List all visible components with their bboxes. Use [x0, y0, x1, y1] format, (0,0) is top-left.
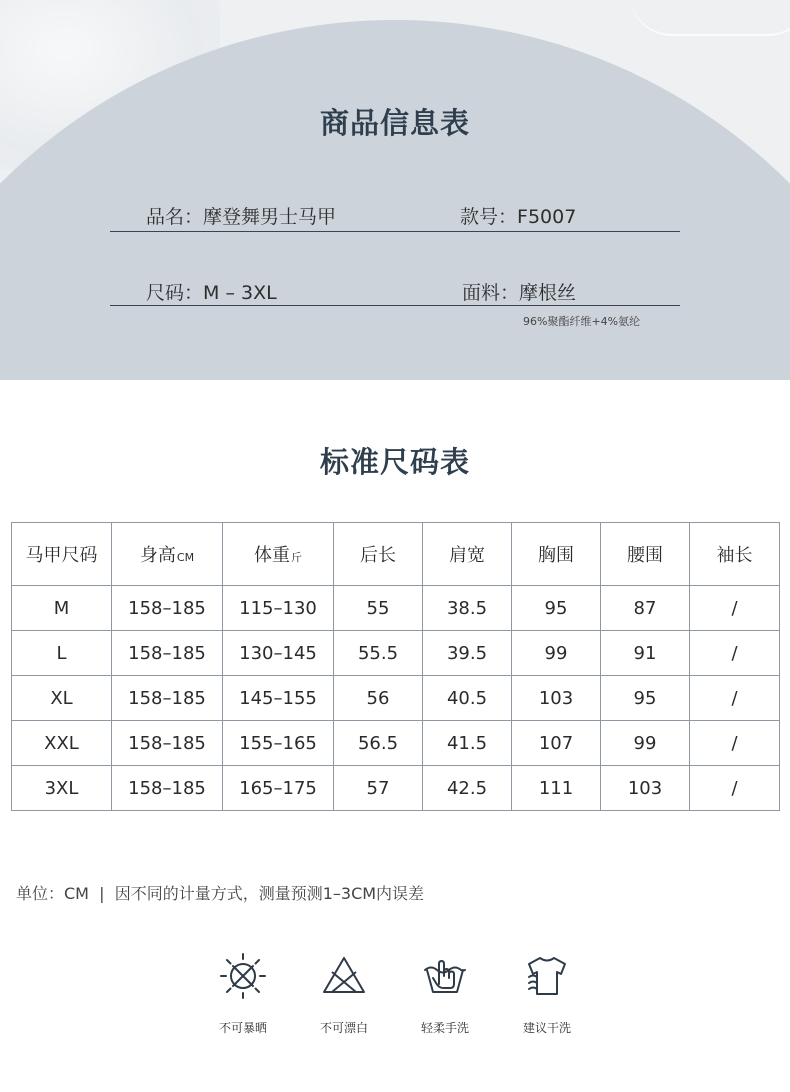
col-header-weight: 体重斤	[223, 523, 334, 586]
cell-chest: 107	[512, 721, 601, 766]
cell-sleeve: /	[690, 631, 780, 676]
cell-back-length: 55	[334, 586, 423, 631]
cell-height: 158–185	[112, 676, 223, 721]
cell-sleeve: /	[690, 721, 780, 766]
fabric-value: 摩根丝	[519, 282, 577, 304]
cell-waist: 99	[601, 721, 690, 766]
no-sun-dry-icon	[217, 950, 269, 1002]
divider-line	[110, 231, 680, 232]
cell-size: XL	[12, 676, 112, 721]
size-table	[11, 522, 780, 811]
product-name-label: 品名：	[146, 206, 204, 228]
care-item-no-bleach	[294, 950, 394, 1036]
dry-clean-icon	[521, 950, 573, 1002]
size-range-value: M – 3XL	[203, 282, 277, 304]
table-row	[12, 721, 780, 766]
cell-height: 158–185	[112, 721, 223, 766]
cell-chest: 111	[512, 766, 601, 811]
cell-chest: 103	[512, 676, 601, 721]
cell-size: 3XL	[12, 766, 112, 811]
cell-waist: 87	[601, 586, 690, 631]
product-info-panel	[0, 0, 790, 380]
cell-height: 158–185	[112, 586, 223, 631]
col-header-waist: 腰围	[601, 523, 690, 586]
cell-weight: 145–155	[223, 676, 334, 721]
weight-unit: 斤	[291, 551, 302, 564]
divider-line	[110, 305, 680, 306]
cell-shoulder: 41.5	[423, 721, 512, 766]
cell-size: XXL	[12, 721, 112, 766]
size-range-label: 尺码：	[146, 282, 204, 304]
table-row	[12, 631, 780, 676]
fabric-composition: 96%聚酯纤维+4%氨纶	[523, 315, 641, 328]
col-header-chest: 胸围	[512, 523, 601, 586]
cell-shoulder: 38.5	[423, 586, 512, 631]
cell-sleeve: /	[690, 586, 780, 631]
product-info-title: 商品信息表	[319, 106, 470, 140]
care-label: 不可暴晒	[218, 1021, 267, 1035]
care-label: 建议干洗	[522, 1021, 571, 1035]
product-code-value: F5007	[517, 206, 577, 228]
table-row	[12, 676, 780, 721]
cell-waist: 103	[601, 766, 690, 811]
care-label: 轻柔手洗	[420, 1021, 469, 1035]
table-header-row	[12, 523, 780, 586]
care-item-no-sun	[193, 950, 293, 1036]
cell-back-length: 56.5	[334, 721, 423, 766]
cell-sleeve: /	[690, 676, 780, 721]
cell-chest: 99	[512, 631, 601, 676]
cell-weight: 115–130	[223, 586, 334, 631]
col-header-shoulder: 肩宽	[423, 523, 512, 586]
col-header-back-length: 后长	[334, 523, 423, 586]
fabric-label: 面料：	[462, 282, 520, 304]
care-label: 不可漂白	[319, 1021, 368, 1035]
cell-back-length: 56	[334, 676, 423, 721]
cell-waist: 91	[601, 631, 690, 676]
cell-size: L	[12, 631, 112, 676]
cell-sleeve: /	[690, 766, 780, 811]
height-unit: CM	[176, 551, 195, 564]
product-name-value: 摩登舞男士马甲	[203, 206, 337, 228]
cell-waist: 95	[601, 676, 690, 721]
col-header-height: 身高CM	[112, 523, 223, 586]
product-size-range	[146, 278, 277, 305]
size-chart-title: 标准尺码表	[319, 445, 470, 479]
care-item-hand-wash	[395, 950, 495, 1036]
size-table-body	[12, 586, 780, 811]
cell-shoulder: 40.5	[423, 676, 512, 721]
product-fabric	[462, 278, 576, 305]
cell-back-length: 57	[334, 766, 423, 811]
cell-height: 158–185	[112, 631, 223, 676]
table-row	[12, 766, 780, 811]
cell-weight: 165–175	[223, 766, 334, 811]
care-item-dry-clean	[497, 950, 597, 1036]
no-bleach-icon	[318, 950, 370, 1002]
col-header-sleeve: 袖长	[690, 523, 780, 586]
gentle-hand-wash-icon	[419, 950, 471, 1002]
cell-shoulder: 39.5	[423, 631, 512, 676]
cell-back-length: 55.5	[334, 631, 423, 676]
measurement-note: 单位：CM | 因不同的计量方式，测量预测1–3CM内误差	[16, 884, 425, 903]
cell-chest: 95	[512, 586, 601, 631]
cell-size: M	[12, 586, 112, 631]
decorative-curve	[630, 0, 790, 36]
cell-weight: 155–165	[223, 721, 334, 766]
product-code-label: 款号：	[460, 206, 518, 228]
table-row	[12, 586, 780, 631]
cell-weight: 130–145	[223, 631, 334, 676]
product-code	[460, 202, 576, 229]
cell-shoulder: 42.5	[423, 766, 512, 811]
cell-height: 158–185	[112, 766, 223, 811]
col-header-size: 马甲尺码	[12, 523, 112, 586]
product-name	[146, 202, 336, 229]
